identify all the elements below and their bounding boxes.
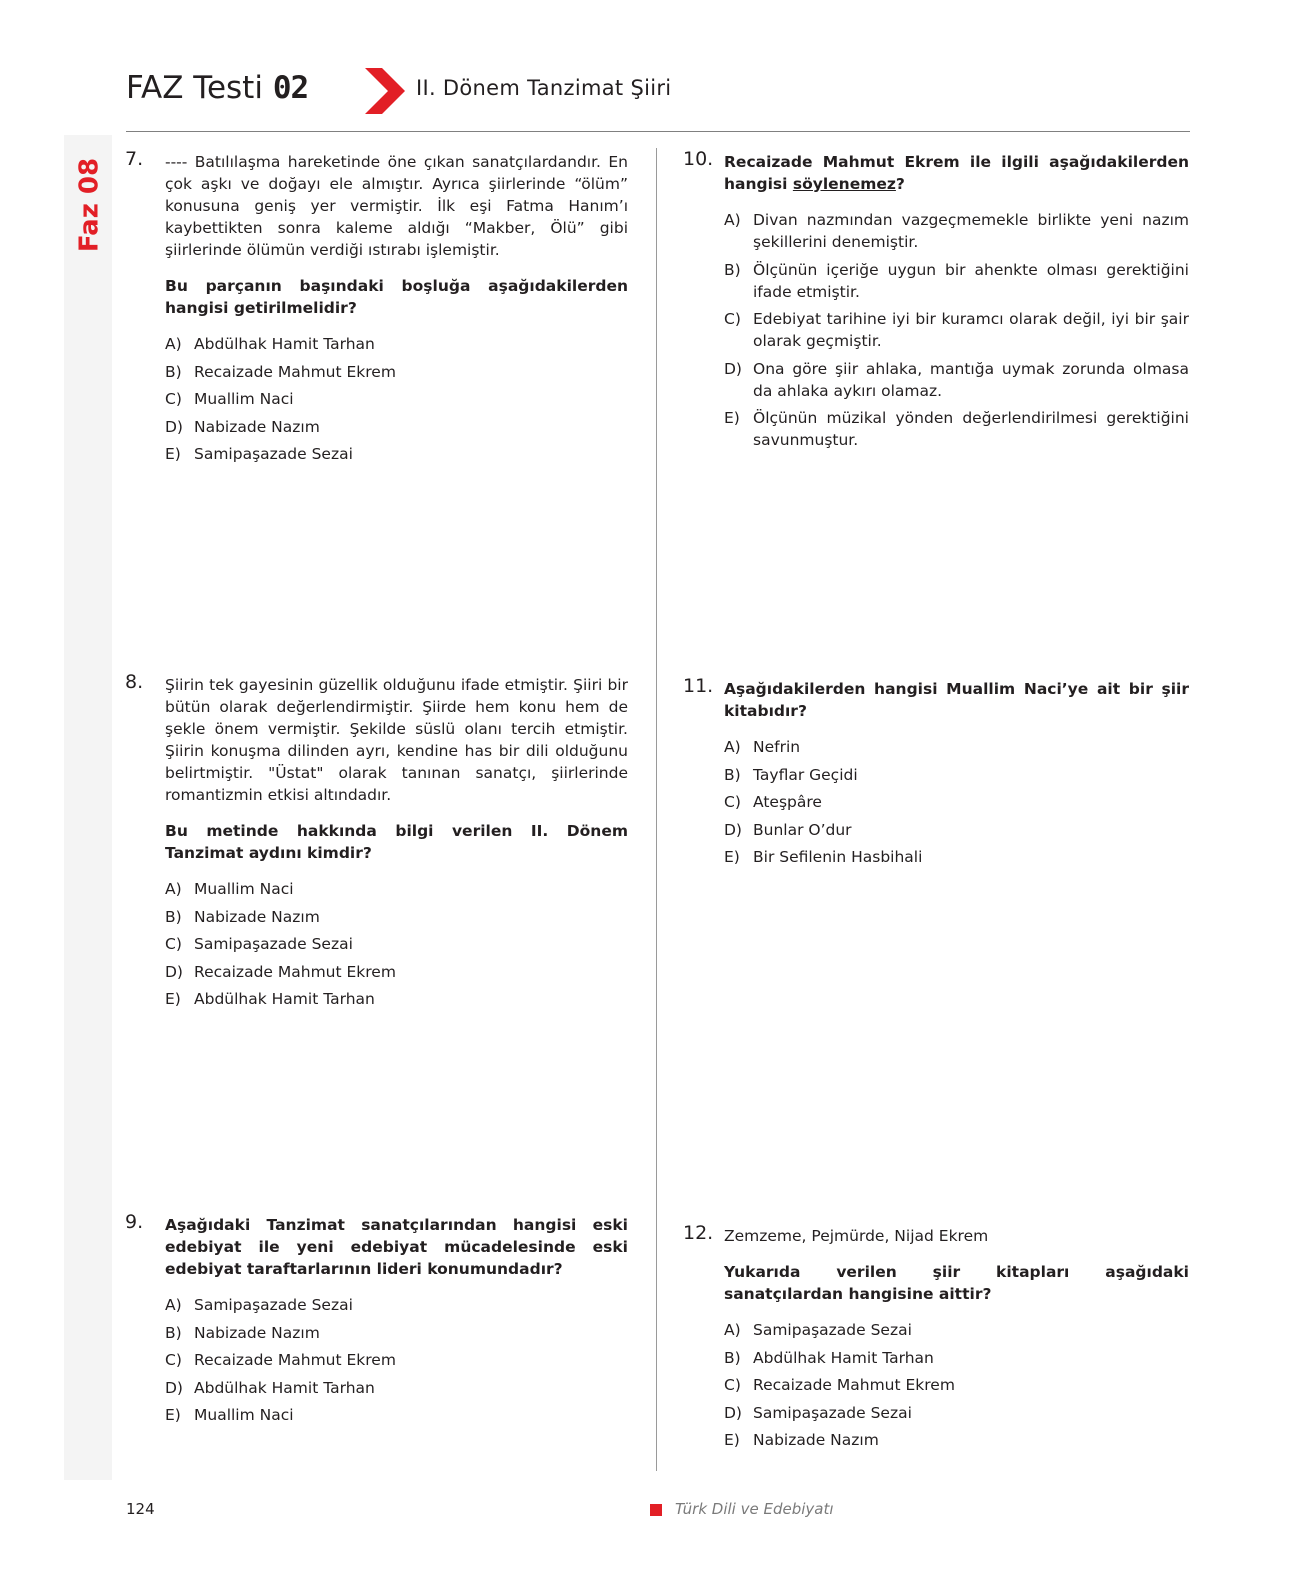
- column-divider: [656, 148, 657, 1471]
- question-stem: ---- Batılılaşma hareketinde öne çıkan sanatçılardandır. En çok aşkı ve doğayı ele almıştır. Ayrıca şiirlerinde “ölüm” konusuna geniş yer vermiştir. İlk eşi Fatma Hanım’ı kaybettikten sonra kaleme aldığı “Makber, Ölü” gibi şiirlerinde ölümün verdiği ıstırabı işlemiştir.: [165, 153, 628, 259]
- option-text: Samipaşazade Sezai: [753, 1321, 912, 1339]
- option-d[interactable]: [724, 358, 1189, 402]
- option-letter: A): [724, 211, 741, 229]
- option-letter: D): [165, 1378, 183, 1397]
- prompt-end: ?: [895, 175, 905, 193]
- option-a[interactable]: [724, 1319, 1189, 1341]
- question-prompt: Aşağıdakilerden hangisi Muallim Naci’ye ait bir şiir kitabıdır?: [724, 680, 1189, 720]
- page-title: [126, 70, 308, 106]
- option-d[interactable]: [165, 416, 628, 438]
- option-letter: C): [165, 390, 182, 408]
- option-b[interactable]: [724, 259, 1189, 303]
- option-letter: C): [165, 1351, 182, 1369]
- option-text: Ölçünün müzikal yönden değerlendirilmesi gerektiğini savunmuştur.: [753, 409, 1189, 449]
- option-text: Samipaşazade Sezai: [194, 1296, 353, 1314]
- option-text: Abdülhak Hamit Tarhan: [194, 1378, 375, 1397]
- question-7: [125, 148, 628, 471]
- option-letter: D): [724, 1403, 742, 1422]
- option-a[interactable]: [724, 736, 1189, 758]
- option-text: Nefrin: [753, 738, 801, 756]
- option-b[interactable]: [724, 764, 1189, 786]
- question-11: [683, 675, 1189, 874]
- option-text: Recaizade Mahmut Ekrem: [194, 962, 396, 981]
- option-letter: B): [165, 907, 182, 926]
- option-letter: E): [724, 409, 740, 427]
- side-tab-label: Faz 08: [75, 157, 105, 253]
- option-e[interactable]: [724, 1429, 1189, 1451]
- option-text: Muallim Naci: [194, 390, 294, 408]
- option-text: Muallim Naci: [194, 880, 294, 898]
- question-number: 9.: [125, 1211, 144, 1233]
- option-letter: B): [724, 260, 741, 279]
- header-divider: [126, 131, 1190, 132]
- option-b[interactable]: [165, 906, 628, 928]
- page-number: 124: [126, 1500, 155, 1518]
- option-e[interactable]: [165, 988, 628, 1010]
- option-e[interactable]: [724, 407, 1189, 451]
- answer-options: [165, 1294, 628, 1426]
- option-d[interactable]: [165, 961, 628, 983]
- title-prefix: FAZ Testi: [126, 70, 263, 106]
- option-text: Abdülhak Hamit Tarhan: [753, 1348, 934, 1367]
- option-letter: C): [724, 1376, 741, 1394]
- question-number: 12.: [683, 1222, 714, 1244]
- option-a[interactable]: [165, 878, 628, 900]
- chevron-right-icon: [365, 68, 405, 114]
- option-b[interactable]: [165, 361, 628, 383]
- option-text: Recaizade Mahmut Ekrem: [753, 1376, 955, 1394]
- option-text: Nabizade Nazım: [194, 417, 320, 436]
- option-text: Recaizade Mahmut Ekrem: [194, 362, 396, 381]
- option-text: Bunlar O’dur: [753, 820, 852, 839]
- footer-subject: Türk Dili ve Edebiyatı: [675, 1500, 834, 1518]
- option-b[interactable]: [165, 1322, 628, 1344]
- answer-options: [165, 878, 628, 1010]
- question-prompt: Bu parçanın başındaki boşluğa aşağıdakilerden hangisi getirilmelidir?: [165, 277, 628, 317]
- question-number: 7.: [125, 148, 144, 170]
- side-strip: [64, 135, 112, 1480]
- prompt-negation: söylenemez: [792, 175, 896, 193]
- question-12: [683, 1222, 1189, 1457]
- question-10: [683, 148, 1189, 457]
- option-letter: D): [165, 417, 183, 436]
- option-letter: A): [165, 880, 182, 898]
- option-text: Abdülhak Hamit Tarhan: [194, 990, 375, 1008]
- option-text: Nabizade Nazım: [194, 907, 320, 926]
- question-number: 11.: [683, 675, 714, 697]
- option-letter: E): [165, 990, 181, 1008]
- option-letter: E): [724, 1431, 740, 1449]
- option-text: Recaizade Mahmut Ekrem: [194, 1351, 396, 1369]
- option-text: Divan nazmından vazgeçmemekle birlikte yeni nazım şekillerini denemiştir.: [753, 211, 1189, 251]
- option-letter: B): [724, 1348, 741, 1367]
- faz-side-tab: [75, 155, 105, 255]
- question-9: [125, 1211, 628, 1432]
- option-d[interactable]: [165, 1377, 628, 1399]
- option-a[interactable]: [724, 209, 1189, 253]
- question-number: 8.: [125, 671, 144, 693]
- option-text: Samipaşazade Sezai: [194, 445, 353, 463]
- option-c[interactable]: [165, 1349, 628, 1371]
- option-letter: E): [165, 445, 181, 463]
- option-text: Bir Sefilenin Hasbihali: [753, 848, 923, 866]
- option-letter: D): [165, 962, 183, 981]
- option-text: Tayflar Geçidi: [753, 765, 858, 784]
- topic-title: II. Dönem Tanzimat Şiiri: [416, 76, 672, 100]
- question-stem: Zemzeme, Pejmürde, Nijad Ekrem: [724, 1227, 989, 1245]
- option-text: Nabizade Nazım: [194, 1323, 320, 1342]
- option-e[interactable]: [165, 1404, 628, 1426]
- option-e[interactable]: [165, 443, 628, 465]
- answer-options: [165, 333, 628, 465]
- option-letter: C): [724, 310, 741, 328]
- option-letter: D): [724, 820, 742, 839]
- option-d[interactable]: [724, 819, 1189, 841]
- option-text: Ölçünün içeriğe uygun bir ahenkte olması gerektiğini ifade etmiştir.: [753, 260, 1189, 301]
- option-text: Samipaşazade Sezai: [753, 1403, 912, 1422]
- option-text: Edebiyat tarihine iyi bir kuramcı olarak değil, iyi bir şair olarak geçmiştir.: [753, 310, 1189, 350]
- option-c[interactable]: [724, 1374, 1189, 1396]
- option-b[interactable]: [724, 1347, 1189, 1369]
- option-a[interactable]: [165, 333, 628, 355]
- option-c[interactable]: [724, 791, 1189, 813]
- option-letter: A): [724, 1321, 741, 1339]
- option-letter: A): [724, 738, 741, 756]
- question-stem: Şiirin tek gayesinin güzellik olduğunu ifade etmiştir. Şiiri bir bütün olarak değerlendirmiştir. Şiirde hem konu hem de şekle önem vermiştir. Şekilde süslü olanı tercih etmiştir. Şiirin konuşma dilinden ayrı, kendine has bir dili olduğunu belirtmiştir. "Üstat" olarak tanınan sanatçı, şiirlerinde romantizmin etkisi altındadır.: [165, 676, 628, 804]
- option-d[interactable]: [724, 1402, 1189, 1424]
- option-a[interactable]: [165, 1294, 628, 1316]
- answer-options: [724, 1319, 1189, 1451]
- question-prompt: Yukarıda verilen şiir kitapları aşağıdaki sanatçılardan hangisine aittir?: [724, 1263, 1189, 1303]
- prompt-text: Recaizade Mahmut Ekrem ile ilgili aşağıdakilerden hangisi: [724, 153, 1189, 193]
- option-letter: E): [724, 848, 740, 866]
- option-c[interactable]: [165, 388, 628, 410]
- option-letter: C): [165, 935, 182, 953]
- option-text: Abdülhak Hamit Tarhan: [194, 335, 375, 353]
- question-number: 10.: [683, 148, 714, 170]
- option-letter: A): [165, 335, 182, 353]
- option-text: Ona göre şiir ahlaka, mantığa uymak zorunda olmasa da ahlaka aykırı olamaz.: [753, 359, 1189, 400]
- footer-square-icon: [650, 1504, 662, 1516]
- option-c[interactable]: [724, 308, 1189, 352]
- option-letter: E): [165, 1406, 181, 1424]
- question-8: [125, 671, 628, 1016]
- option-e[interactable]: [724, 846, 1189, 868]
- option-text: Nabizade Nazım: [753, 1431, 879, 1449]
- answer-options: [724, 209, 1189, 451]
- option-letter: B): [165, 1323, 182, 1342]
- option-letter: D): [724, 359, 742, 378]
- question-prompt: [724, 151, 1189, 195]
- test-number: 02: [272, 70, 309, 106]
- option-letter: B): [724, 765, 741, 784]
- option-c[interactable]: [165, 933, 628, 955]
- option-letter: B): [165, 362, 182, 381]
- option-letter: C): [724, 793, 741, 811]
- question-prompt: Bu metinde hakkında bilgi verilen II. Dönem Tanzimat aydını kimdir?: [165, 822, 628, 862]
- option-text: Muallim Naci: [194, 1406, 294, 1424]
- question-prompt: Aşağıdaki Tanzimat sanatçılarından hangisi eski edebiyat ile yeni edebiyat mücadelesinde eski edebiyat taraftarlarının lideri konumundadır?: [165, 1216, 628, 1278]
- option-text: Ateşpâre: [753, 793, 822, 811]
- option-text: Samipaşazade Sezai: [194, 935, 353, 953]
- option-letter: A): [165, 1296, 182, 1314]
- answer-options: [724, 736, 1189, 868]
